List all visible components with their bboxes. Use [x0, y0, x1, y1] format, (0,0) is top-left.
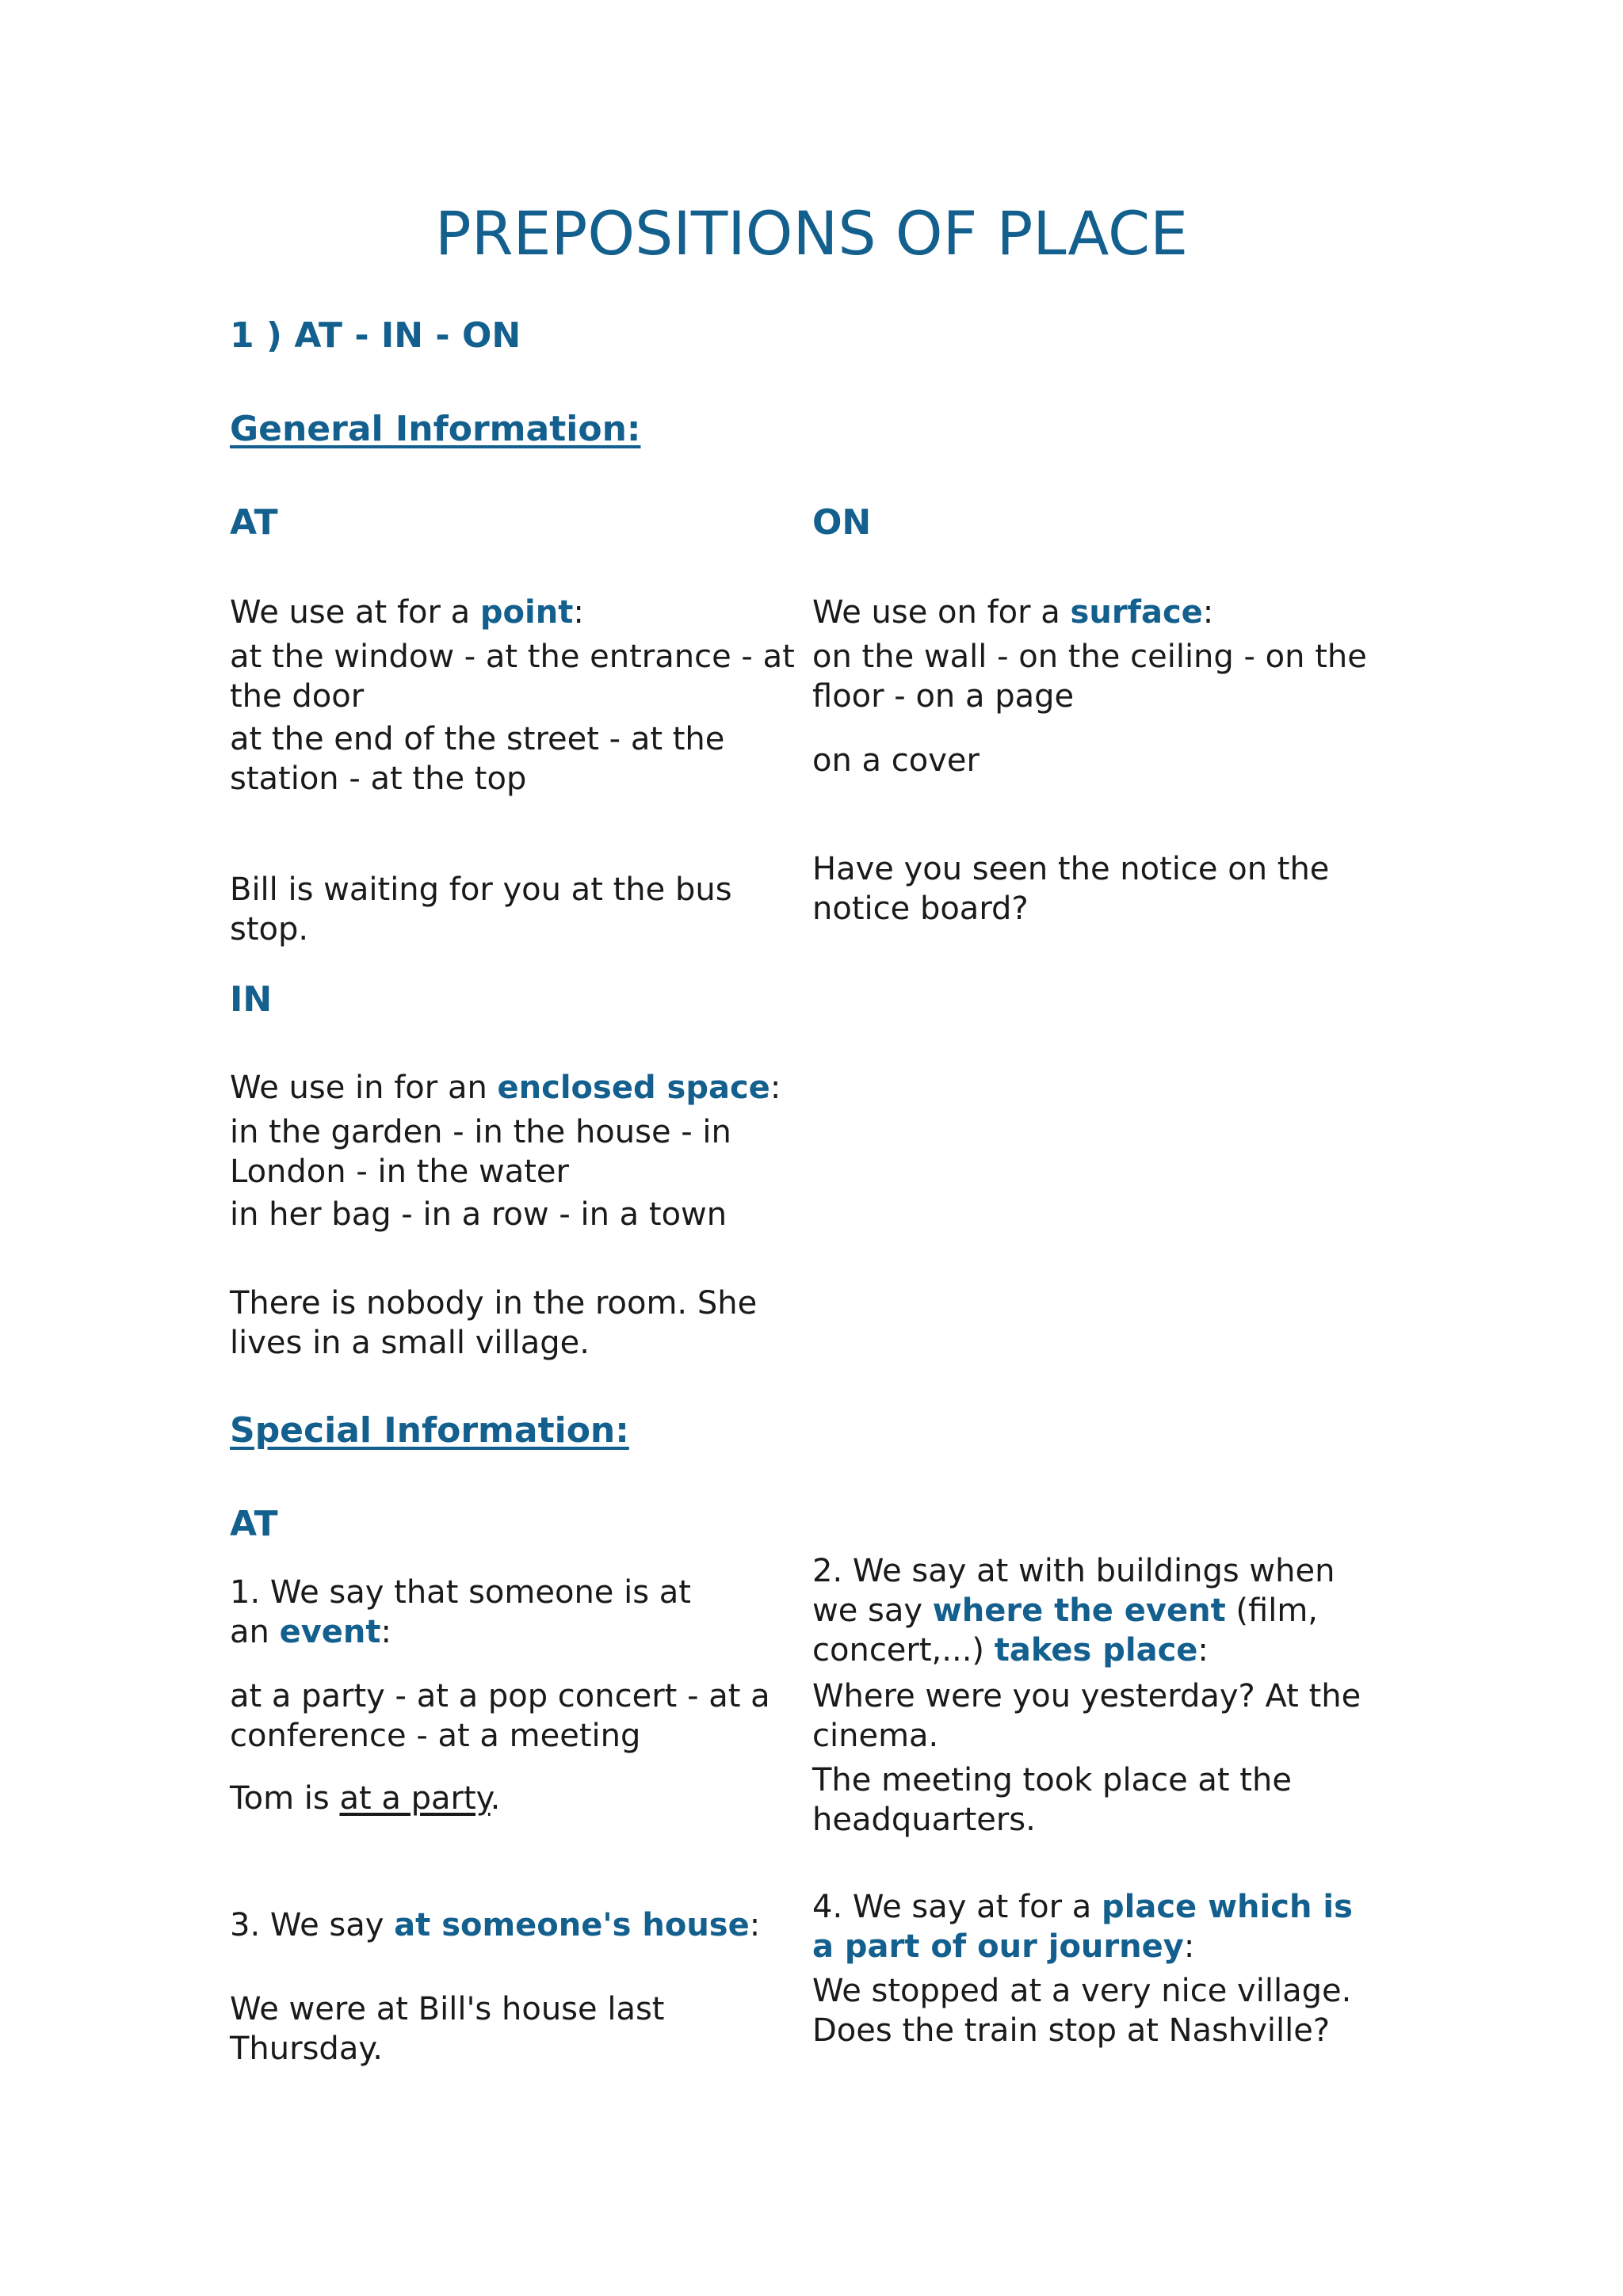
page-title: PREPOSITIONS OF PLACE: [434, 198, 1189, 269]
general-in-example-1: in the garden - in the house - in London - in the water: [230, 1114, 731, 1190]
general-at-example-2: at the end of the street - at the station - at the top: [230, 721, 725, 797]
general-information-heading: General Information:: [230, 409, 641, 449]
special-point-4-example: We stopped at a very nice village. Does the train stop at Nashville?: [812, 1973, 1352, 2049]
special-information-heading: Special Information:: [230, 1410, 629, 1451]
general-at-heading: AT: [230, 502, 278, 543]
general-in-example-2: in her bag - in a row - in a town: [230, 1196, 727, 1233]
general-on-example-1: on the wall - on the ceiling - on the floor - on a page: [812, 639, 1367, 715]
special-point-1-sentence: Tom is at a party.: [230, 1780, 501, 1817]
keyword-at-someones-house: at someone's house: [394, 1907, 750, 1943]
underlined-phrase: at a party: [339, 1780, 491, 1817]
general-on-sentence: Have you seen the notice on the notice board?: [812, 851, 1330, 927]
keyword-part-of-our-journey: place which is a part of our journey: [812, 1889, 1353, 1965]
special-point-1: 1. We say that someone is at an event:: [230, 1574, 691, 1650]
general-on-example-2: on a cover: [812, 742, 980, 779]
keyword-where-the-event: where the event: [932, 1592, 1226, 1629]
keyword-takes-place: takes place: [994, 1632, 1198, 1669]
general-at-sentence: Bill is waiting for you at the bus stop.: [230, 871, 732, 948]
keyword-point: point: [479, 594, 574, 631]
general-on-intro: We use on for a surface:: [812, 594, 1214, 631]
general-in-sentence: There is nobody in the room. She lives in a small village.: [230, 1285, 758, 1361]
special-at-heading: AT: [230, 1504, 278, 1544]
special-point-1-example: at a party - at a pop concert - at a conference - at a meeting: [230, 1678, 770, 1754]
general-in-intro: We use in for an enclosed space:: [230, 1070, 781, 1106]
special-point-3-example: We were at Bill's house last Thursday.: [230, 1991, 665, 2067]
general-in-heading: IN: [230, 979, 273, 1020]
section-number-heading: 1 ) AT - IN - ON: [230, 315, 521, 356]
keyword-event: event: [279, 1614, 381, 1650]
special-point-2: 2. We say at with buildings when we say where the event (film, concert,...) takes place:: [812, 1553, 1335, 1669]
special-point-3: 3. We say at someone's house:: [230, 1907, 761, 1943]
special-point-2-example-1: Where were you yesterday? At the cinema.: [812, 1678, 1361, 1754]
general-at-example-1: at the window - at the entrance - at the door: [230, 639, 795, 715]
special-point-2-example-2: The meeting took place at the headquarters.: [812, 1762, 1292, 1838]
general-at-intro: We use at for a point:: [230, 594, 584, 631]
keyword-enclosed-space: enclosed space: [497, 1070, 770, 1106]
special-point-4: 4. We say at for a place which is a part of our journey:: [812, 1889, 1353, 1965]
general-on-heading: ON: [812, 502, 872, 543]
keyword-surface: surface: [1070, 594, 1203, 631]
